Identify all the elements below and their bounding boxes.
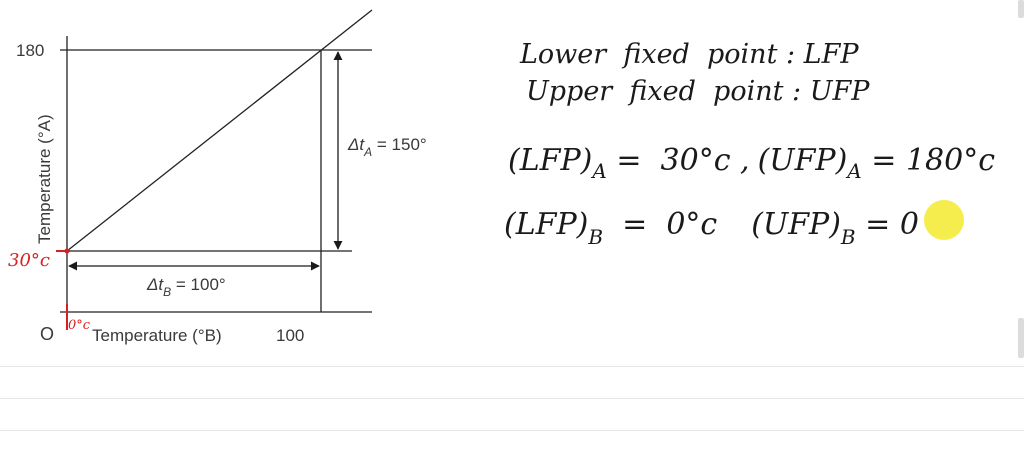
delta-a-symbol: Δt <box>348 135 365 154</box>
note-line-2: Upper fixed point : UFP <box>526 76 870 107</box>
ufp-a-value: = 180°c <box>861 143 996 178</box>
lfp-b-value: = 0°c <box>603 207 718 242</box>
red-origin-dot <box>65 249 70 254</box>
note-line-4 <box>504 207 919 249</box>
annotation-30c: 30°c <box>8 250 50 271</box>
y-axis-label: Temperature (°A) <box>35 114 54 244</box>
lfp-a-value: = 30°c , <box>606 143 750 178</box>
delta-b-value: = 100° <box>171 275 226 294</box>
origin-label: O <box>40 324 55 344</box>
ufp-a-label: (UFP) <box>757 143 848 178</box>
delta-a-value: = 150° <box>372 135 427 154</box>
annotation-0c: 0°c <box>68 318 91 333</box>
ufp-b-label: (UFP) <box>751 207 841 242</box>
lfp-b-subscript: B <box>588 225 604 249</box>
calibration-line <box>67 10 372 251</box>
ufp-a-subscript: A <box>847 159 862 183</box>
lfp-a-subscript: A <box>592 159 607 183</box>
thermometer-graph <box>16 10 427 345</box>
x-axis-label: Temperature (°B) <box>92 326 222 345</box>
ufp-b-value: = 0 <box>855 207 919 242</box>
x-tick-100: 100 <box>276 326 305 345</box>
red-annotations <box>8 249 91 334</box>
delta-b-symbol: Δt <box>147 275 164 294</box>
highlight-marker <box>924 200 964 240</box>
ufp-b-subscript: B <box>840 225 856 249</box>
lfp-b-label: (LFP) <box>504 207 589 242</box>
note-line-3 <box>508 143 995 183</box>
delta-a-label <box>347 135 427 159</box>
lfp-a-label: (LFP) <box>508 143 593 178</box>
y-tick-180: 180 <box>16 41 45 60</box>
delta-b-label <box>146 275 226 299</box>
handwritten-notes <box>504 39 995 249</box>
delta-a-subscript: A <box>364 145 373 159</box>
delta-b-subscript: B <box>163 285 172 299</box>
note-line-1: Lower fixed point : LFP <box>520 39 859 70</box>
